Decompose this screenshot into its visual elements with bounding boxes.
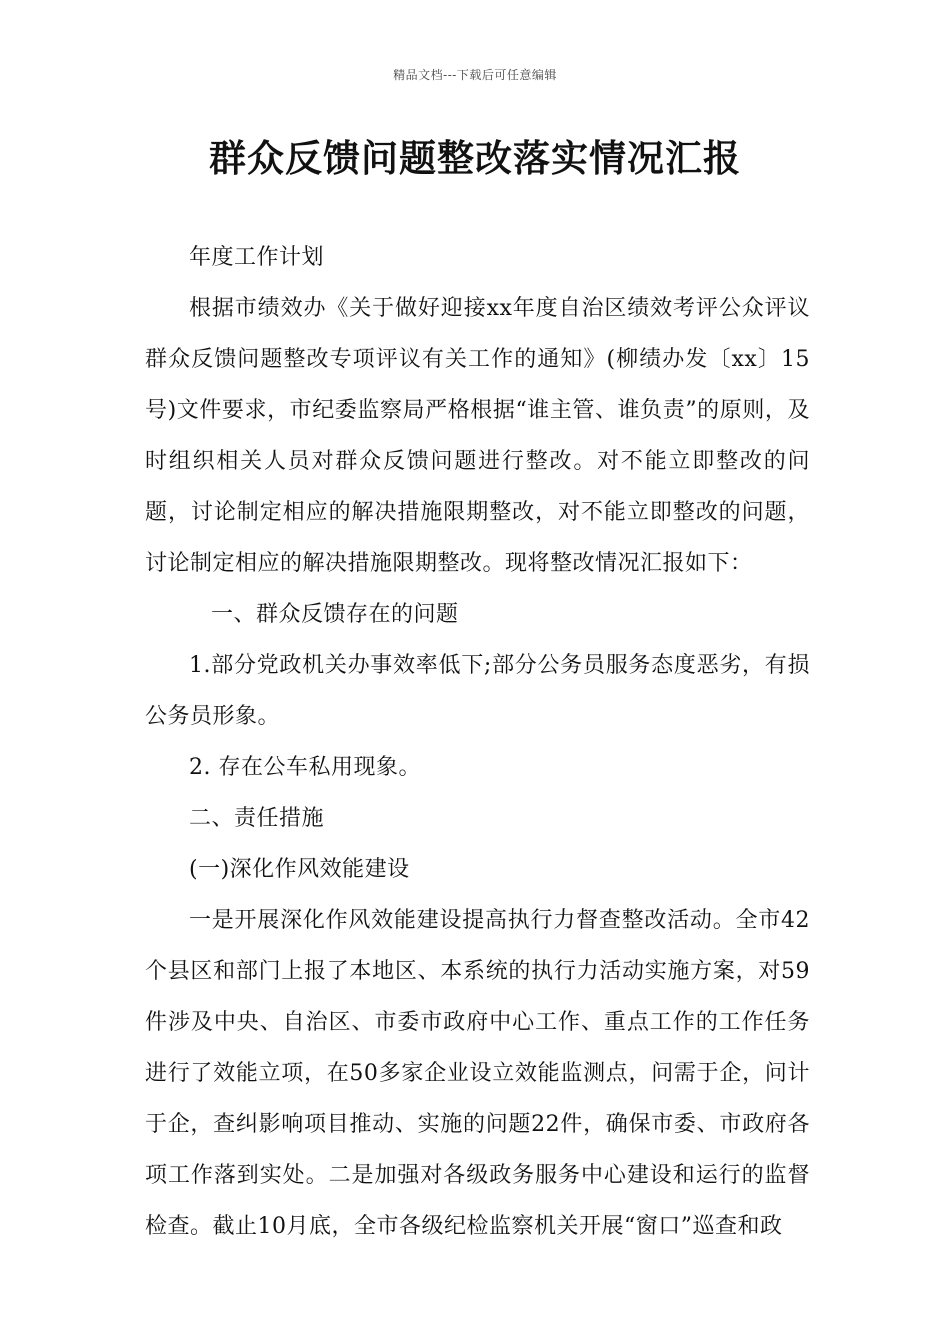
section-heading-problems: 一、群众反馈存在的问题 [211, 602, 459, 627]
subsection-heading-efficiency: (一)深化作风效能建设 [189, 857, 410, 882]
header-watermark: 精品文档---下载后可任意编辑 [393, 68, 557, 82]
document-title: 群众反馈问题整改落实情况汇报 [209, 136, 741, 180]
document-body [145, 232, 810, 1252]
paragraph-problem-1: 1.部分党政机关办事效率低下;部分公务员服务态度恶劣，有损公务员形象。 [145, 653, 810, 729]
paragraph-intro: 根据市绩效办《关于做好迎接xx年度自治区绩效考评公众评议群众反馈问题整改专项评议有关工作的通知》(柳绩办发〔xx〕15号)文件要求，市纪委监察局严格根据“谁主管、谁负责”的原则，及时组织相关人员对群众反馈问题进行整改。对不能立即整改的问题，讨论制定相应的解决措施限期整改，对不能立即整改的问题，讨论制定相应的解决措施限期整改。现将整改情况汇报如下： [145, 296, 810, 576]
paragraph-plan-label: 年度工作计划 [189, 245, 325, 270]
paragraph-measures-detail: 一是开展深化作风效能建设提高执行力督查整改活动。全市42个县区和部门上报了本地区、本系统的执行力活动实施方案，对59件涉及中央、自治区、市委市政府中心工作、重点工作的工作任务进行了效能立项，在50多家企业设立效能监测点，问需于企，问计于企，查纠影响项目推动、实施的问题22件，确保市委、市政府各项工作落到实处。二是加强对各级政务服务中心建设和运行的监督检查。截止10月底，全市各级纪检监察机关开展“窗口”巡查和政 [145, 908, 810, 1239]
section-heading-measures: 二、责任措施 [189, 806, 325, 831]
paragraph-problem-2: 2. 存在公车私用现象。 [189, 755, 421, 780]
